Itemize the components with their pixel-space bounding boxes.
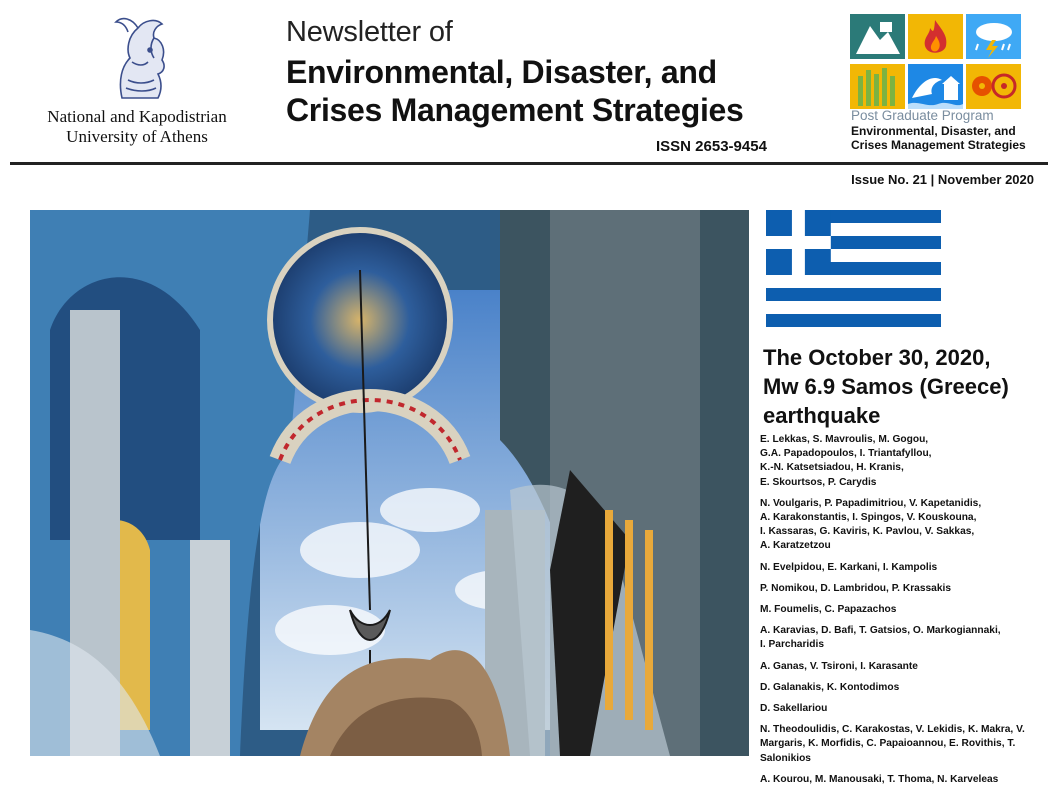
author-line: I. Kassaras, G. Kaviris, K. Pavlou, V. Sakkas, bbox=[760, 526, 975, 538]
author-line: A. Ganas, V. Tsironi, I. Karasante bbox=[760, 660, 918, 672]
program-subtitle-line1: Environmental, Disaster, and bbox=[851, 124, 1016, 138]
newsletter-title-line2: Crises Management Strategies bbox=[286, 92, 744, 128]
author-line: A. Karatzetzou bbox=[760, 540, 831, 552]
author-line: M. Foumelis, C. Papazachos bbox=[760, 604, 897, 616]
cover-photo bbox=[30, 210, 749, 756]
author-line: A. Karakonstantis, I. Spingos, V. Kouskouna, bbox=[760, 512, 977, 524]
author-line: Salonikios bbox=[760, 752, 811, 764]
author-line: E. Lekkas, S. Mavroulis, M. Gogou, bbox=[760, 434, 929, 445]
program-logo-grid bbox=[850, 14, 1022, 110]
issn-label: ISSN 2653-9454 bbox=[656, 138, 767, 155]
author-group bbox=[760, 624, 1052, 652]
newsletter-of-label: Newsletter of bbox=[286, 16, 453, 48]
program-subtitle bbox=[851, 124, 1026, 152]
program-label: Post Graduate Program bbox=[851, 108, 994, 123]
author-line: N. Evelpidou, E. Karkani, I. Kampolis bbox=[760, 561, 938, 573]
author-line: K.-N. Katsetsiadou, H. Kranis, bbox=[760, 462, 904, 474]
newsletter-title-line1: Environmental, Disaster, and bbox=[286, 54, 717, 90]
author-group bbox=[760, 681, 1052, 695]
author-group bbox=[760, 582, 1052, 596]
author-line: A. Kourou, M. Manousaki, T. Thoma, N. Karveleas bbox=[760, 773, 999, 785]
author-group bbox=[760, 433, 1052, 490]
author-line: N. Theodoulidis, C. Karakostas, V. Lekidis, K. Makra, V. bbox=[760, 724, 1025, 736]
article-title bbox=[763, 343, 1053, 430]
author-group bbox=[760, 497, 1052, 554]
author-line: I. Parcharidis bbox=[760, 639, 824, 651]
author-group bbox=[760, 773, 1052, 787]
hazard-tile-icon bbox=[966, 64, 1021, 109]
program-subtitle-line2: Crises Management Strategies bbox=[851, 138, 1026, 152]
athena-logo-icon bbox=[92, 10, 188, 106]
author-group bbox=[760, 660, 1052, 674]
author-line: D. Sakellariou bbox=[760, 703, 828, 715]
fire-tile-icon bbox=[908, 14, 963, 59]
author-line: E. Skourtsos, P. Carydis bbox=[760, 476, 877, 488]
hands-tile-icon bbox=[850, 64, 905, 109]
storm-tile-icon bbox=[966, 14, 1021, 59]
author-line: N. Voulgaris, P. Papadimitriou, V. Kapetanidis, bbox=[760, 497, 982, 509]
issue-label: Issue No. 21 | November 2020 bbox=[851, 172, 1034, 187]
author-line: P. Nomikou, D. Lambridou, P. Krassakis bbox=[760, 582, 951, 594]
header-divider bbox=[10, 162, 1048, 165]
article-title-line3: earthquake bbox=[763, 403, 881, 428]
article-title-line1: The October 30, 2020, bbox=[763, 345, 991, 370]
author-line: Margaris, K. Morfidis, C. Papaioannou, E. Rovithis, T. bbox=[760, 738, 1016, 750]
university-name-line1: National and Kapodistrian bbox=[47, 107, 227, 126]
author-group bbox=[760, 561, 1052, 575]
article-title-line2: Mw 6.9 Samos (Greece) bbox=[763, 374, 1009, 399]
flood-tile-icon bbox=[908, 64, 963, 109]
landslide-tile-icon bbox=[850, 14, 905, 59]
university-name-line2: University of Athens bbox=[66, 127, 208, 146]
author-group bbox=[760, 702, 1052, 716]
author-line: D. Galanakis, K. Kontodimos bbox=[760, 681, 900, 693]
author-line: G.A. Papadopoulos, I. Triantafyllou, bbox=[760, 448, 932, 460]
greek-flag-icon bbox=[766, 210, 941, 327]
university-name bbox=[0, 107, 274, 147]
author-group bbox=[760, 723, 1052, 766]
author-line: A. Karavias, D. Bafi, T. Gatsios, O. Markogiannaki, bbox=[760, 625, 1001, 637]
newsletter-title bbox=[286, 53, 744, 129]
author-list bbox=[760, 433, 1052, 794]
author-group bbox=[760, 603, 1052, 617]
